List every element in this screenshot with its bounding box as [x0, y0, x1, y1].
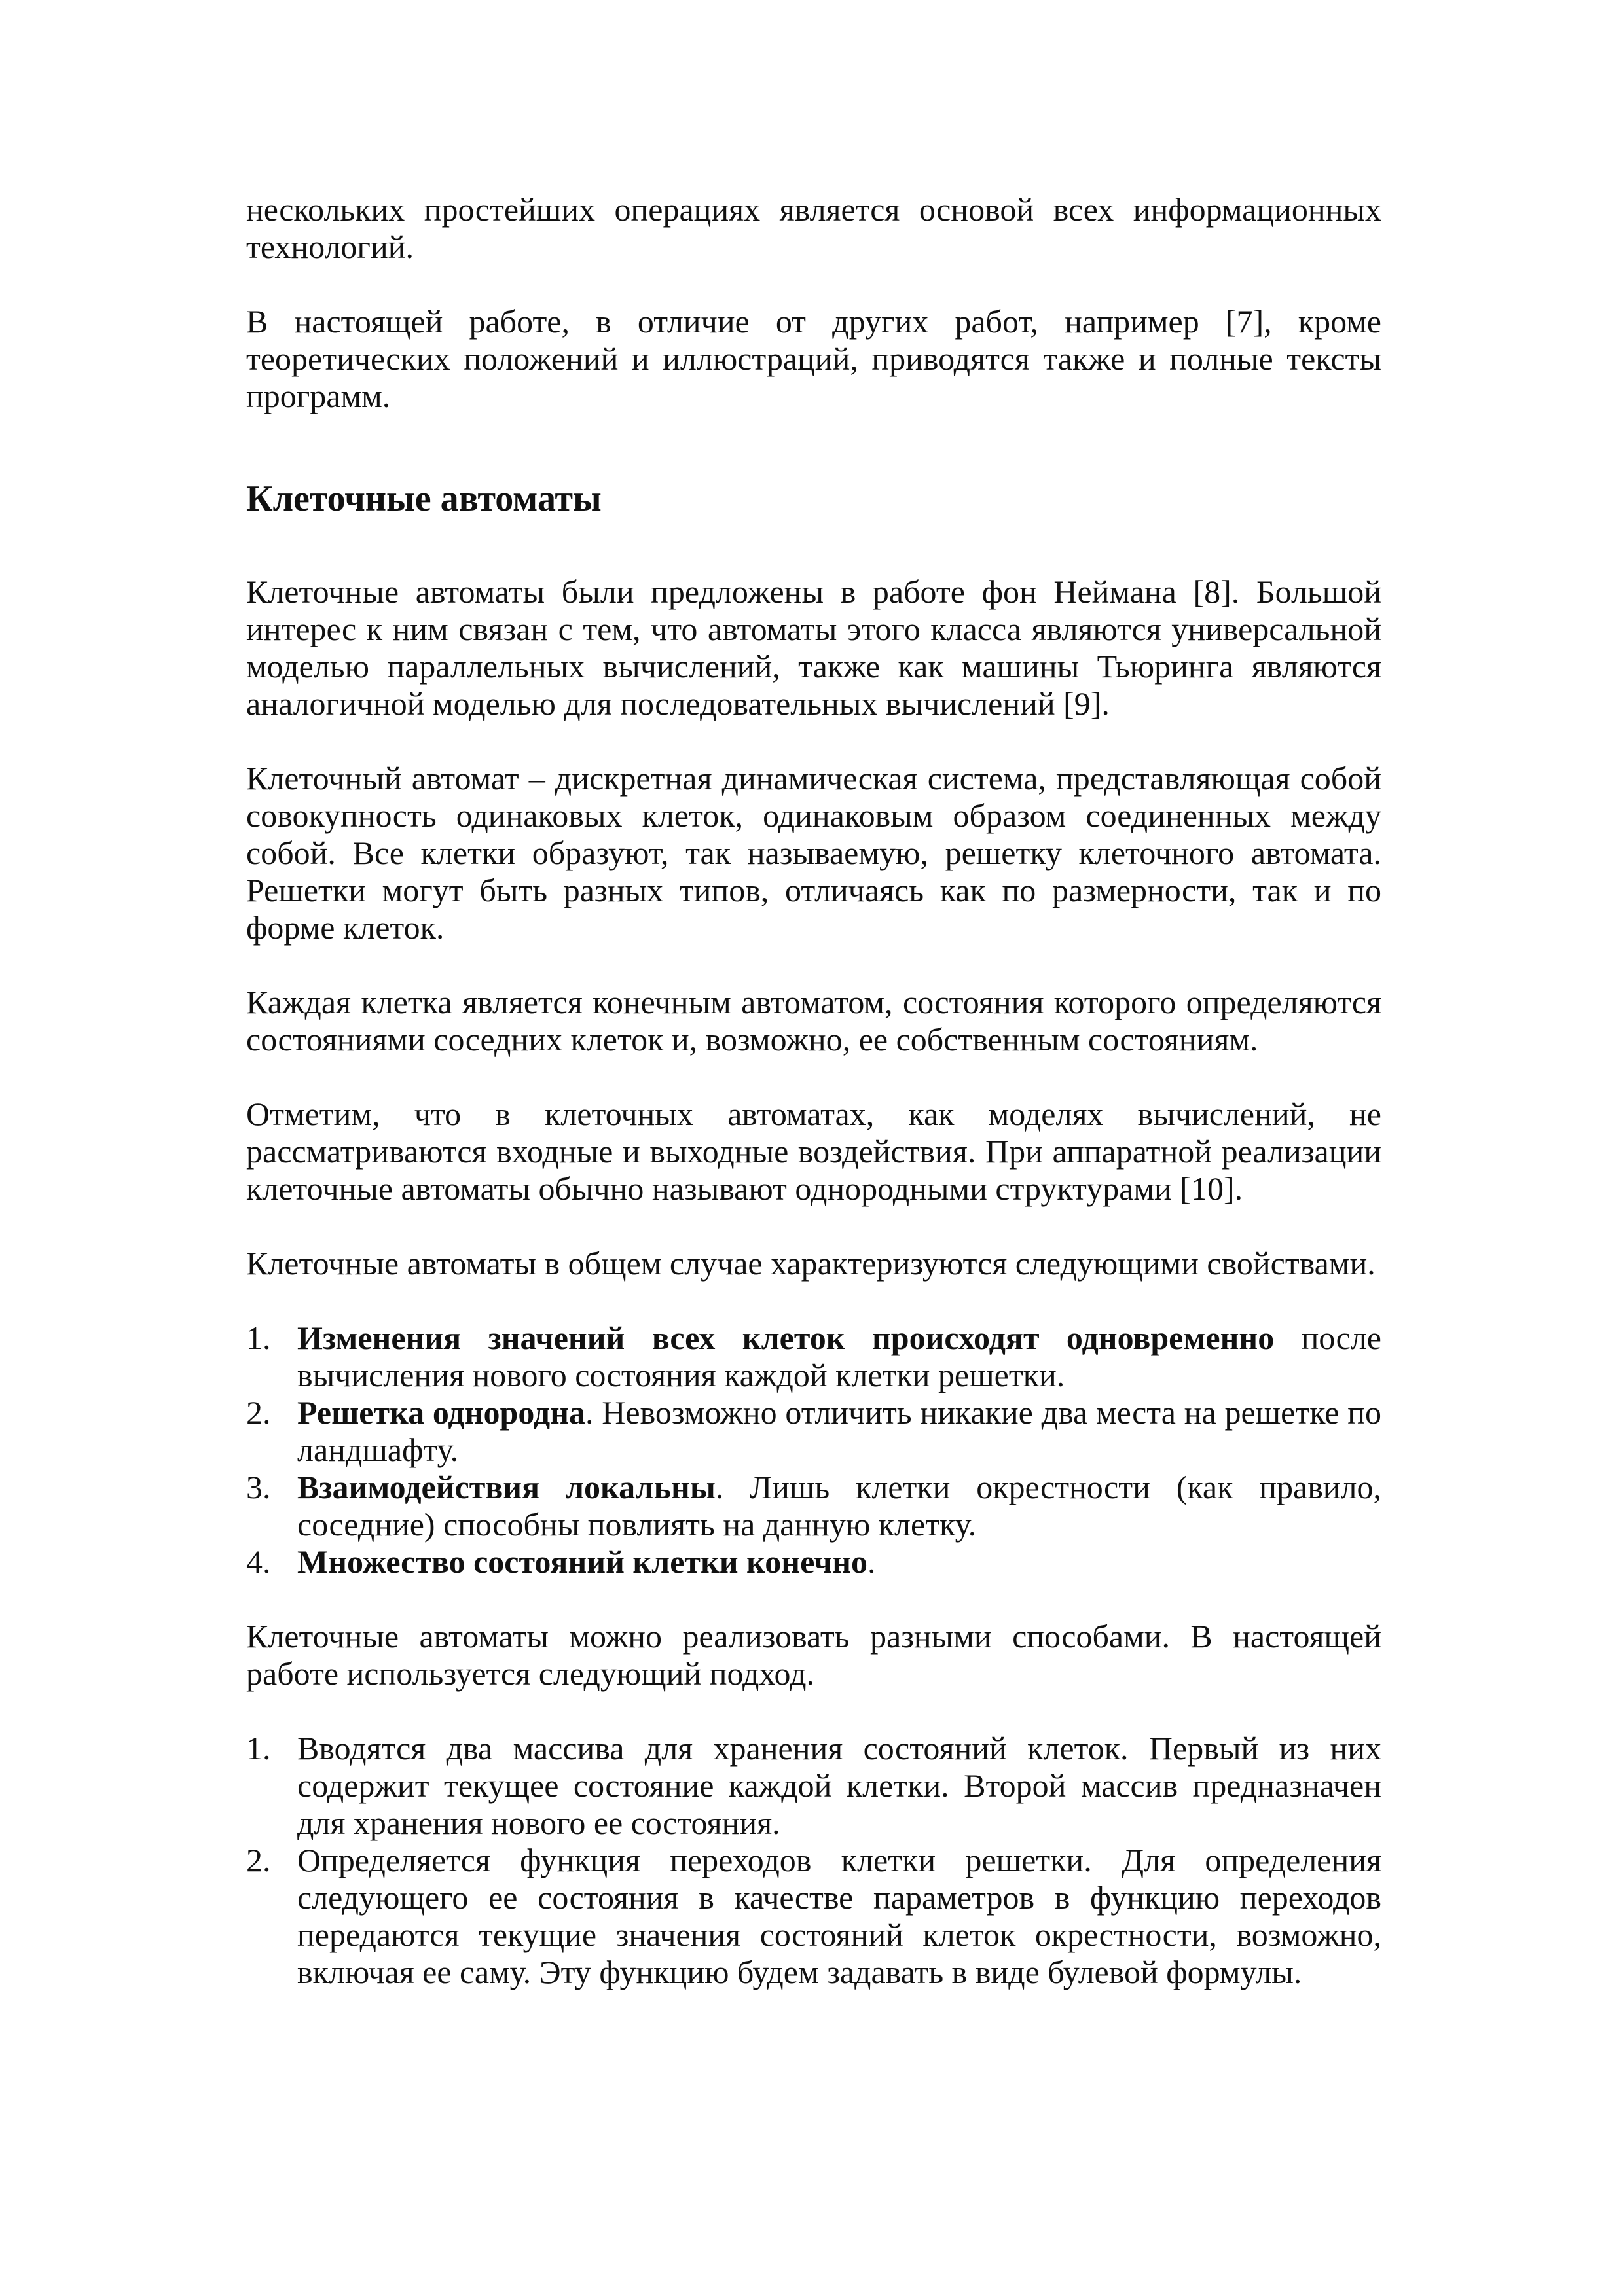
list-item-text: Вводятся два массива для хранения состояний клеток. Первый из них содержит текущее состояние каждой клетки. Второй массив предназначен для хранения нового ее состояния.: [297, 1730, 1381, 1841]
section-paragraph-6: Клеточные автоматы можно реализовать разными способами. В настоящей работе используется следующий подход.: [246, 1618, 1381, 1692]
document-page: [246, 191, 1381, 2028]
list-item-bold-text: Множество состояний клетки конечно: [297, 1543, 868, 1580]
list-item-text: .: [867, 1543, 876, 1580]
list-item-bold-text: Решетка однородна: [297, 1394, 586, 1431]
list-item: [246, 1394, 1381, 1469]
list-item: [246, 1543, 1381, 1581]
section-paragraph-4: Отметим, что в клеточных автоматах, как моделях вычислений, не рассматриваются входные и выходные воздействия. При аппаратной реализации клеточные автоматы обычно называют однородными структурами [10].: [246, 1096, 1381, 1207]
steps-list: [246, 1730, 1381, 1991]
list-item: [246, 1469, 1381, 1543]
intro-paragraph-1: нескольких простейших операциях является основой всех информационных технологий.: [246, 191, 1381, 265]
list-item-number: 3.: [246, 1469, 271, 1505]
list-item-bold-text: Взаимодействия локальны: [297, 1469, 716, 1505]
list-item-text: после вычисления нового состояния каждой клетки решетки.: [297, 1319, 1381, 1393]
list-item-number: 2.: [246, 1842, 271, 1878]
list-item-number: 2.: [246, 1394, 271, 1431]
list-item-text: . Невозможно отличить никакие два места на решетке по ландшафту.: [297, 1394, 1381, 1468]
list-item-number: 4.: [246, 1543, 271, 1580]
section-paragraph-1: Клеточные автоматы были предложены в работе фон Неймана [8]. Большой интерес к ним связан с тем, что автоматы этого класса являются универсальной моделью параллельных вычислений, также как машины Тьюринга являются аналогичной моделью для последовательных вычислений [9].: [246, 573, 1381, 722]
intro-paragraph-2: В настоящей работе, в отличие от других работ, например [7], кроме теоретических положений и иллюстраций, приводятся также и полные тексты программ.: [246, 303, 1381, 414]
list-item-number: 1.: [246, 1730, 271, 1767]
section-paragraph-5: Клеточные автоматы в общем случае характеризуются следующими свойствами.: [246, 1245, 1376, 1282]
list-item-number: 1.: [246, 1319, 271, 1356]
list-item-text: . Лишь клетки окрестности (как правило, соседние) способны повлиять на данную клетку.: [297, 1469, 1382, 1543]
properties-list: [246, 1319, 1381, 1581]
list-item: [246, 1842, 1381, 1991]
list-item: [246, 1730, 1381, 1842]
section-title: Клеточные автоматы: [246, 478, 602, 519]
list-item: [246, 1319, 1381, 1394]
section-paragraph-3: Каждая клетка является конечным автоматом, состояния которого определяются состояниями соседних клеток и, возможно, ее собственным состояниям.: [246, 984, 1381, 1058]
list-item-bold-text: Изменения значений всех клеток происходят одновременно: [297, 1319, 1275, 1356]
section-paragraph-2: Клеточный автомат – дискретная динамическая система, представляющая собой совокупность одинаковых клеток, одинаковым образом соединенных между собой. Все клетки образуют, так называемую, решетку клеточного автомата. Решетки могут быть разных типов, отличаясь как по размерности, так и по форме клеток.: [246, 760, 1381, 946]
list-item-text: Определяется функция переходов клетки решетки. Для определения следующего ее состояния в качестве параметров в функцию переходов передаются текущие значения состояний клеток окрестности, возможно, включая ее саму. Эту функцию будем задавать в виде булевой формулы.: [297, 1842, 1381, 1990]
